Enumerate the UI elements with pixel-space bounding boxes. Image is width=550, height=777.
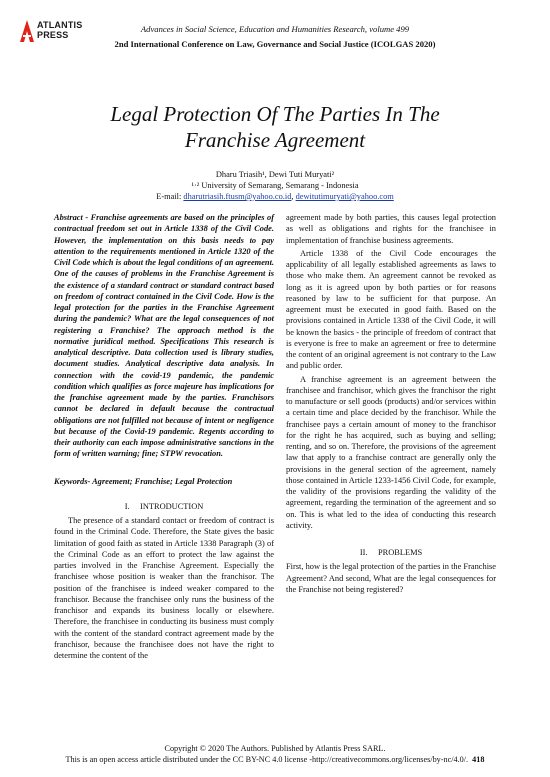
intro-paragraph: The presence of a standard contact or freedom of contract is found in the Criminal Code. Therefore, the State gives the basic limitation of good faith as stated in Article 1338 Paragraph (3) of the Criminal Code as an effort to protect the law against the parties involved in the Franchise Agreement. Especially the franchisee whose position is weaker than the franchisor. The position of the franchisee is indeed weaker compared to the franchisor. Because the franchisee only runs the business of the franchisor and expands its business locally or elsewhere. Therefore, the franchisee in conducting its business must comply with the content of the standard contract agreement made by the franchisor, because the franchisee does not have the right to determine the content of the bbox=[54, 516, 274, 660]
problems-paragraph: First, how is the legal protection of the parties in the Franchise Agreement? And second, What are the legal consequences for the Franchise not being registered? bbox=[286, 562, 496, 594]
right-column bbox=[286, 212, 496, 595]
paper-title-line2: Franchise Agreement bbox=[184, 128, 366, 152]
author-affiliation: ¹·² University of Semarang, Semarang - Indonesia bbox=[191, 181, 359, 190]
license-text: This is an open access article distributed under the CC BY-NC 4.0 license -http://creativecommons.org/licenses/by-nc/4.0/. bbox=[65, 755, 469, 764]
paper-title-line1: Legal Protection Of The Parties In The bbox=[110, 102, 440, 126]
body-paragraph-2: Article 1338 of the Civil Code encourages the applicability of all legally established agreements as laws to those who make them. An agreement cannot be revoked as long as it is agreed upon by both parties or for reasons reasoned by law to be sufficient for that purpose. An agreement must be executed in good faith. Based on the provisions contained in Article 1338 of the Civil Code, it will be known the basics - the principle of freedom of contract that is everyone is free to make an agreement or free to determine the content of an original agreement is not contrary to the Law and public order. bbox=[286, 248, 496, 371]
keywords: Keywords- Agreement; Franchise; Legal Protection bbox=[54, 476, 233, 486]
logo-line2: PRESS bbox=[37, 30, 69, 40]
paper-title bbox=[0, 101, 550, 153]
email-separator: , bbox=[291, 192, 296, 201]
footer-license bbox=[0, 755, 550, 764]
conference-name: 2nd International Conference on Law, Governance and Social Justice (ICOLGAS 2020) bbox=[114, 39, 436, 49]
body-paragraph-1: agreement made by both parties, this causes legal protection as well as obligations and rights for the franchisee in implementation of franchise business agreements. bbox=[286, 213, 496, 245]
abstract: Abstract - Franchise agreements are based on the principles of contractual freedom set out in Article 1338 of the Civil Code. However, the implementation on this basis needs to pay attention to the requirements mentioned in Article 1320 of the Civil Code which is about the legal conditions of an agreement. One of the causes of problems in the Franchise Agreement is the existence of a standard contract or standard contract based on freedom of contract contained in the Civil Code. How is the legal protection for the parties in the Franchise Agreement during the pandemic? What are the legal consequences of not registering a Franchise? The approach method is the normative juridical method. Specifications This research is analytical descriptive. Data collection used is library studies, document studies. Analytical descriptive data analysis. In connection with the covid-19 pandemic, the pandemic condition which qualifies as force majeure has implications for the franchise agreement made by the parties. Franchisors cannot be declared in default because the contractual obligations are not fulfilled not because of intent or negligence but because of the Covid-19 pandemic. Regents according to their authority can each impose administrative sanctions in the form of written warning; fine; STPW revocation. bbox=[54, 213, 274, 459]
footer-copyright: Copyright © 2020 The Authors. Published by Atlantis Press SARL. bbox=[164, 744, 386, 753]
email-link-2[interactable]: dewitutimuryati@yahoo.com bbox=[295, 192, 394, 201]
logo-line1: ATLANTIS bbox=[37, 20, 83, 30]
author-names: Dharu Triasih¹, Dewi Tuti Muryati² bbox=[215, 170, 335, 179]
page-number: 418 bbox=[472, 755, 485, 764]
email-prefix: E-mail: bbox=[156, 192, 184, 201]
series-title: Advances in Social Science, Education and Humanities Research, volume 499 bbox=[140, 24, 410, 34]
left-column bbox=[54, 212, 274, 661]
email-link-1[interactable]: dharutriasih.ftusm@yahoo.co.id bbox=[183, 192, 292, 201]
body-paragraph-3: A franchise agreement is an agreement between the franchisee and franchisor, which gives the franchisor the right to manufacture or sell goods (products) and/or services within a certain time and place decided by the franchisor. While the franchisee pays a certain amount of money to the franchisor for the right he has acquired, such as buying and selling; renting, and so on. Therefore, the provisions of the agreement law that apply to a franchise contract are generally only the provisions in the general section of the agreement, namely those contained in Article 1233-1456 Civil Code, for example, the validity of the provisions regarding the validity of the agreement, regarding the termination of the agreement and so on. This is what led to the idea of conducting this research activity. bbox=[286, 374, 496, 530]
section-heading-problems: II. PROBLEMS bbox=[359, 548, 423, 557]
author-emails bbox=[0, 192, 550, 201]
section-heading-introduction: I. INTRODUCTION bbox=[124, 501, 204, 511]
